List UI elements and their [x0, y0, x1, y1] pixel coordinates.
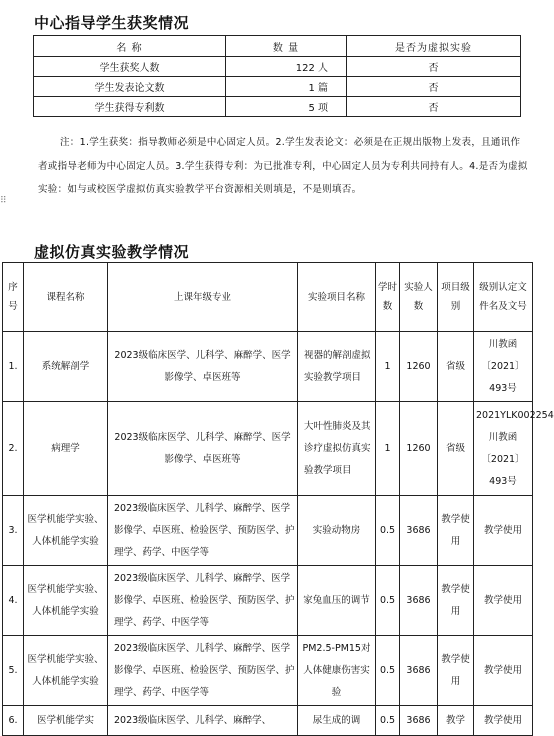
row-hours: 0.5 [376, 706, 400, 736]
header-qty: 数 量 [226, 36, 347, 57]
award-note: 注：1.学生获奖：指导教师必须是中心固定人员。2.学生发表论文：必须是在正规出版物上发表，且通讯作者或指导老师为中心固定人员。3.学生获得专利：为已批准专利，中心固定人员为专利共同持有人。4.是否为虚拟实验：如与或校医学虚拟仿真实验教学平台资源相关则填是，不是则填否。 [38, 137, 528, 195]
row-people: 3686 [400, 706, 438, 736]
table-row [34, 97, 521, 117]
award-qty: 5 项 [226, 97, 347, 117]
row-level: 教学 [438, 706, 474, 736]
header-virtual: 是否为虚拟实验 [347, 36, 521, 57]
award-qty: 1 篇 [226, 77, 347, 97]
row-course: 医学机能学实 [24, 706, 108, 736]
award-name: 学生获得专利数 [34, 97, 226, 117]
row-doc: 教学使用 [474, 636, 533, 706]
row-hours: 0.5 [376, 636, 400, 706]
header-level: 项目级别 [438, 263, 474, 332]
header-project: 实验项目名称 [298, 263, 376, 332]
row-people: 3686 [400, 496, 438, 566]
header-people: 实验人数 [400, 263, 438, 332]
row-level: 教学使用 [438, 566, 474, 636]
row-course: 系统解剖学 [24, 332, 108, 402]
row-course: 医学机能学实验、人体机能学实验 [24, 496, 108, 566]
row-people: 1260 [400, 402, 438, 496]
row-seq: 1. [3, 332, 24, 402]
row-people: 3686 [400, 636, 438, 706]
row-grade: 2023级临床医学、儿科学、麻醉学、医学影像学、卓医班、检验医学、预防医学、护理学、药学、中医学等 [108, 636, 298, 706]
table-row [3, 496, 533, 566]
header-doc: 级别认定文件名及文号 [474, 263, 533, 332]
row-level: 教学使用 [438, 636, 474, 706]
award-qty: 122 人 [226, 57, 347, 77]
row-level: 省级 [438, 332, 474, 402]
award-virtual: 否 [347, 77, 521, 97]
row-seq: 5. [3, 636, 24, 706]
row-grade: 2023级临床医学、儿科学、麻醉学、 [108, 706, 298, 736]
row-doc: 2021YLK002254川教函〔2021〕493号 [474, 402, 533, 496]
row-course: 医学机能学实验、人体机能学实验 [24, 566, 108, 636]
row-seq: 4. [3, 566, 24, 636]
row-hours: 0.5 [376, 496, 400, 566]
row-project: 实验动物房 [298, 496, 376, 566]
row-people: 1260 [400, 332, 438, 402]
table-row [3, 402, 533, 496]
award-virtual: 否 [347, 57, 521, 77]
virtual-teaching-table [2, 262, 554, 736]
row-doc: 川教函〔2021〕493号 [474, 332, 533, 402]
row-grade: 2023级临床医学、儿科学、麻醉学、医学影像学、卓医班、检验医学、预防医学、护理学、药学、中医学等 [108, 496, 298, 566]
row-seq: 3. [3, 496, 24, 566]
row-course: 医学机能学实验、人体机能学实验 [24, 636, 108, 706]
row-people: 3686 [400, 566, 438, 636]
row-project: 尿生成的调 [298, 706, 376, 736]
row-hours: 1 [376, 332, 400, 402]
row-level: 教学使用 [438, 496, 474, 566]
award-name: 学生发表论文数 [34, 77, 226, 97]
header-course: 课程名称 [24, 263, 108, 332]
award-table [33, 35, 521, 117]
row-project: 大叶性肺炎及其诊疗虚拟仿真实验教学项目 [298, 402, 376, 496]
row-doc: 教学使用 [474, 566, 533, 636]
header-name: 名 称 [34, 36, 226, 57]
award-name: 学生获奖人数 [34, 57, 226, 77]
header-seq: 序号 [3, 263, 24, 332]
row-grade: 2023级临床医学、儿科学、麻醉学、医学影像学、卓医班等 [108, 332, 298, 402]
row-level: 省级 [438, 402, 474, 496]
row-grade: 2023级临床医学、儿科学、麻醉学、医学影像学、卓医班、检验医学、预防医学、护理学、药学、中医学等 [108, 566, 298, 636]
award-virtual: 否 [347, 97, 521, 117]
row-hours: 0.5 [376, 566, 400, 636]
row-course: 病理学 [24, 402, 108, 496]
table-row [3, 566, 533, 636]
section1-title: 中心指导学生获奖情况 [34, 14, 190, 32]
row-hours: 1 [376, 402, 400, 496]
table-row [3, 332, 533, 402]
table-row [34, 77, 521, 97]
row-seq: 6. [3, 706, 24, 736]
header-grade: 上课年级专业 [108, 263, 298, 332]
row-doc: 教学使用 [474, 496, 533, 566]
row-doc: 教学使用 [474, 706, 533, 736]
table-row [34, 57, 521, 77]
header-hours: 学时数 [376, 263, 400, 332]
row-seq: 2. [3, 402, 24, 496]
row-grade: 2023级临床医学、儿科学、麻醉学、医学影像学、卓医班等 [108, 402, 298, 496]
virtual-table-header [3, 263, 533, 332]
drag-handle-icon[interactable]: ⠿ [0, 196, 7, 206]
row-project: PM2.5-PM15对人体健康伤害实验 [298, 636, 376, 706]
table-row [3, 636, 533, 706]
award-table-header [34, 36, 521, 57]
row-project: 视器的解剖虚拟实验教学项目 [298, 332, 376, 402]
row-project: 家兔血压的调节 [298, 566, 376, 636]
section2-title: 虚拟仿真实验教学情况 [34, 243, 190, 261]
table-row [3, 706, 533, 736]
